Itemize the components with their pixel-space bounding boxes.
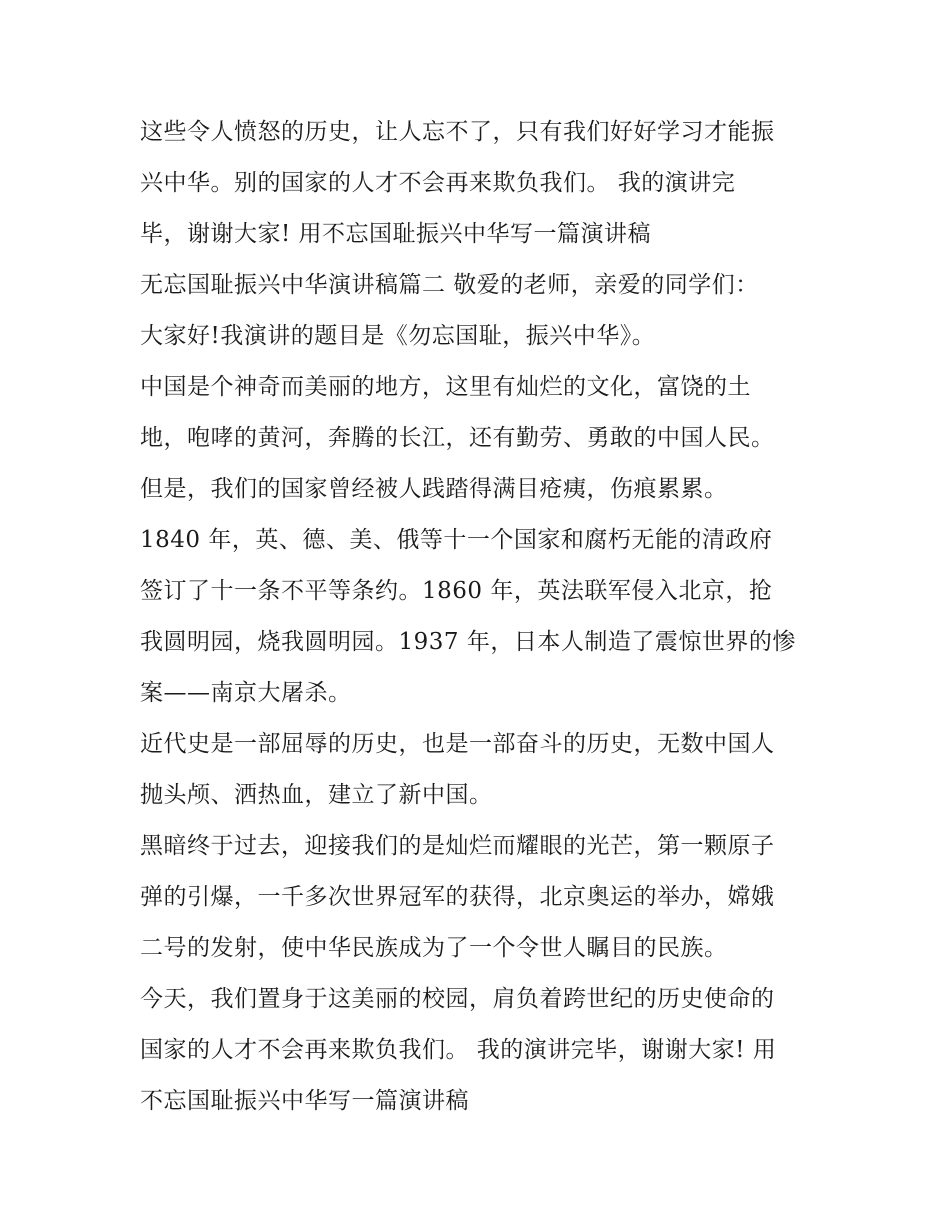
text-line: 但是，我们的国家曾经被人践踏得满目疮痍，伤痕累累。 bbox=[140, 476, 728, 502]
text-line: 今天，我们置身于这美丽的校园，肩负着跨世纪的历史使命的 bbox=[140, 986, 775, 1012]
text-line: 弹的引爆，一千多次世界冠军的获得，北京奥运的举办，嫦娥 bbox=[140, 884, 775, 910]
text-line: 无忘国耻振兴中华演讲稿篇二 敬爱的老师，亲爱的同学们： bbox=[140, 272, 759, 298]
text-line: 1840 年，英、德、美、俄等十一个国家和腐朽无能的清政府 bbox=[140, 527, 773, 553]
text-line: 签订了十一条不平等条约。1860 年，英法联军侵入北京，抢 bbox=[140, 578, 773, 604]
text-line: 不忘国耻振兴中华写一篇演讲稿 bbox=[140, 1088, 469, 1114]
text-line: 抛头颅、洒热血，建立了新中国。 bbox=[140, 782, 493, 808]
text-line: 毕，谢谢大家! 用不忘国耻振兴中华写一篇演讲稿 bbox=[140, 221, 652, 247]
text-line: 黑暗终于过去，迎接我们的是灿烂而耀眼的光芒，第一颗原子 bbox=[140, 833, 775, 859]
text-line: 这些令人愤怒的历史，让人忘不了，只有我们好好学习才能振 bbox=[140, 119, 775, 145]
text-line: 中国是个神奇而美丽的地方，这里有灿烂的文化，富饶的土 bbox=[140, 374, 751, 400]
text-line: 案——南京大屠杀。 bbox=[140, 680, 352, 706]
text-line: 大家好!我演讲的题目是《勿忘国耻，振兴中华》。 bbox=[140, 323, 656, 349]
text-line: 国家的人才不会再来欺负我们。 我的演讲完毕，谢谢大家! 用 bbox=[140, 1037, 777, 1063]
text-line: 兴中华。别的国家的人才不会再来欺负我们。 我的演讲完 bbox=[140, 170, 736, 196]
text-line: 我圆明园，烧我圆明园。1937 年，日本人制造了震惊世界的惨 bbox=[140, 629, 796, 655]
text-line: 二号的发射，使中华民族成为了一个令世人瞩目的民族。 bbox=[140, 935, 728, 961]
text-line: 地，咆哮的黄河，奔腾的长江，还有勤劳、勇敢的中国人民。 bbox=[140, 425, 775, 451]
speech-text-body bbox=[140, 107, 820, 1127]
text-line: 近代史是一部屈辱的历史，也是一部奋斗的历史，无数中国人 bbox=[140, 731, 775, 757]
